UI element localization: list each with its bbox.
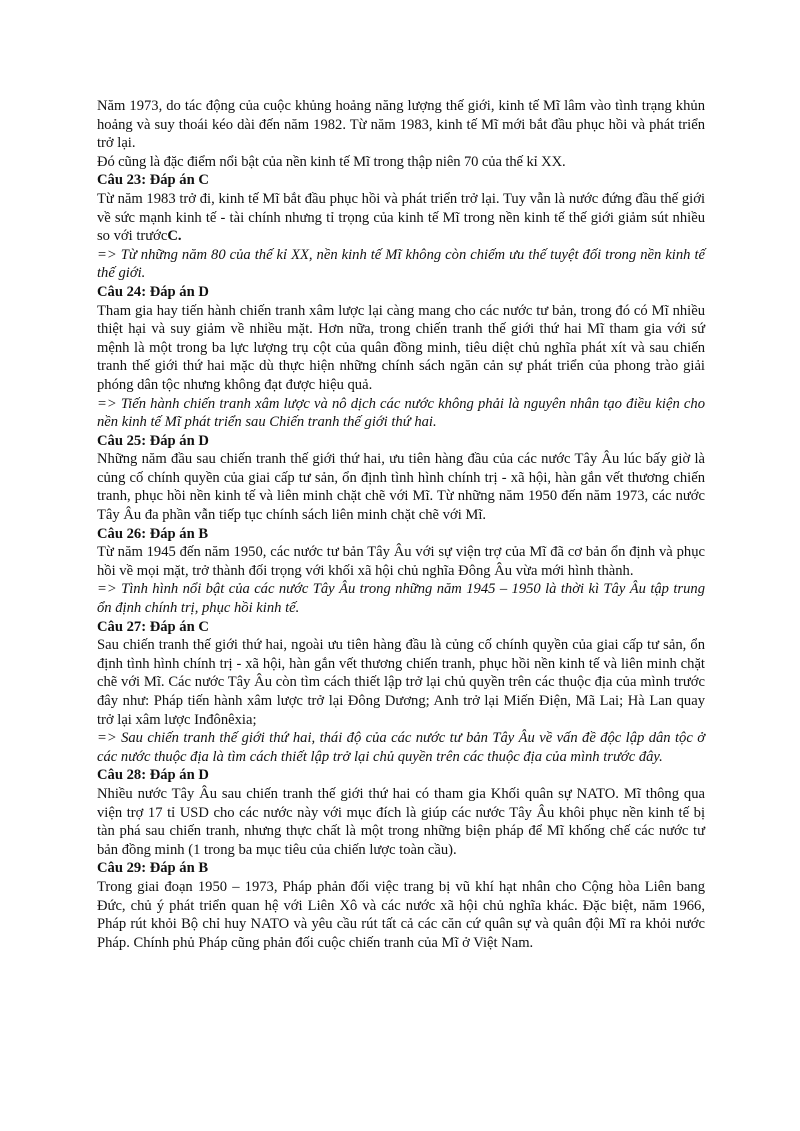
question-23-conclusion: => Từ những năm 80 của thế kỉ XX, nền kinh tế Mĩ không còn chiếm ưu thế tuyệt đối trong nền kinh tế thế giới. bbox=[97, 246, 705, 282]
question-25-heading: Câu 25: Đáp án D bbox=[97, 432, 209, 449]
question-29-heading: Câu 29: Đáp án B bbox=[97, 860, 209, 877]
question-23-heading: Câu 23: Đáp án C bbox=[97, 172, 209, 189]
question-24-heading: Câu 24: Đáp án D bbox=[97, 283, 209, 300]
question-25-body: Những năm đầu sau chiến tranh thế giới thứ hai, ưu tiên hàng đầu của các nước Tây Âu lúc bấy giờ là củng cố chính quyền của giai cấp tư sản, ổn định tình hình chính trị - xã hội, hàn gắn vết thương chiến tranh, phục hồi nền kinh tế và liên minh chặt chẽ với Mĩ. Từ những năm 1950 đến năm 1973, các nước Tây Âu đa phần vẫn tiếp tục chính sách liên minh chặt chẽ với Mĩ. bbox=[97, 451, 705, 524]
question-23-body-text: Từ năm 1983 trở đi, kinh tế Mĩ bắt đầu phục hồi và phát triển trở lại. Tuy vẫn là nước đứng đầu thế giới về sức mạnh kinh tế - tài chính nhưng tỉ trọng của kinh tế Mĩ trong nền kinh tế thế giới giảm sút nhiều so với trước bbox=[97, 190, 705, 245]
question-28-heading: Câu 28: Đáp án D bbox=[97, 767, 209, 784]
question-24-conclusion: => Tiến hành chiến tranh xâm lược và nô dịch các nước không phải là nguyên nhân tạo điều kiện cho nền kinh tế Mĩ phát triển sau Chiến tranh thế giới thứ hai. bbox=[97, 395, 705, 431]
question-23-body-end: C. bbox=[167, 228, 182, 245]
question-27-heading: Câu 27: Đáp án C bbox=[97, 618, 209, 635]
question-24-body: Tham gia hay tiến hành chiến tranh xâm lược lại càng mang cho các nước tư bản, trong đó có Mĩ nhiều thiệt hại và suy giảm về nhiều mặt. Hơn nữa, trong chiến tranh thế giới thứ hai Mĩ tham gia với sứ mệnh là một trong ba lực lượng trụ cột của quân đồng minh, tiêu diệt chủ nghĩa phát xít và sau chiến tranh thế giới thứ hai mặc dù thực hiện những chính sách ngăn cản sự phát triển của phong trào giải phóng dân tộc nhưng không đạt được hiệu quả. bbox=[97, 302, 705, 393]
question-27-conclusion: => Sau chiến tranh thế giới thứ hai, thái độ của các nước tư bản Tây Âu về vấn đề độc lập dân tộc ở các nước thuộc địa là tìm cách thiết lập trở lại chủ quyền trên các thuộc địa của mình trước đây. bbox=[97, 730, 705, 765]
question-29-body: Trong giai đoạn 1950 – 1973, Pháp phản đối việc trang bị vũ khí hạt nhân cho Cộng hòa Liên bang Đức, chủ ý phát triển quan hệ với Liên Xô và các nước xã hội chủ nghĩa khác. Đặc biệt, năm 1966, Pháp rút khỏi Bộ chỉ huy NATO và yêu cầu rút tất cả các căn cứ quân sự và quân đội Mĩ ra khỏi nước Pháp. Chính phủ Pháp cũng phản đối cuộc chiến tranh của Mĩ ở Việt Nam. bbox=[97, 878, 705, 951]
question-27-body: Sau chiến tranh thế giới thứ hai, ngoài ưu tiên hàng đầu là củng cố chính quyền của giai cấp tư sản, ổn định tình hình chính trị - xã hội, hàn gắn vết thương chiến tranh, phục hồi nền kinh tế và liên minh chặt chẽ với Mĩ. Các nước Tây Âu còn tìm cách thiết lập trở lại chủ quyền trên các thuộc địa của mình trước đây như: Pháp tiến hành xâm lược trở lại Đông Dương; Anh trở lại Miến Điện, Mã Lai; Hà Lan quay trở lại xâm lược Inđônêxia; bbox=[97, 637, 705, 728]
document-page bbox=[97, 97, 705, 952]
question-26-conclusion: => Tình hình nổi bật của các nước Tây Âu trong những năm 1945 – 1950 là thời kì Tây Âu tập trung ổn định chính trị, phục hồi kinh tế. bbox=[97, 581, 705, 617]
intro-paragraph-2: Đó cũng là đặc điểm nổi bật của nền kinh tế Mĩ trong thập niên 70 của thế kỉ XX. bbox=[97, 153, 566, 170]
intro-paragraph-1: Năm 1973, do tác động của cuộc khủng hoảng năng lượng thế giới, kinh tế Mĩ lâm vào tình trạng khủn hoảng và suy thoái kéo dài đến năm 1982. Từ năm 1983, kinh tế Mĩ mới bắt đầu phục hồi và phát triển trở lại. bbox=[97, 98, 705, 152]
question-23-body bbox=[97, 190, 705, 246]
question-26-body: Từ năm 1945 đến năm 1950, các nước tư bản Tây Âu với sự viện trợ của Mĩ đã cơ bản ổn định và phục hồi về mọi mặt, trở thành đối trọng với khối xã hội chủ nghĩa Đông Âu vừa mới hình thành. bbox=[97, 544, 705, 579]
question-28-body: Nhiều nước Tây Âu sau chiến tranh thế giới thứ hai có tham gia Khối quân sự NATO. Mĩ thông qua viện trợ 17 tỉ USD cho các nước này với mục đích là giúp các nước Tây Âu khôi phục nền kinh tế bị tàn phá sau chiến tranh, nhưng thực chất là một trong những biện pháp để Mĩ khống chế các nước tư bản đồng minh (1 trong ba mục tiêu của chiến lược toàn cầu). bbox=[97, 785, 705, 858]
question-26-heading: Câu 26: Đáp án B bbox=[97, 525, 209, 542]
